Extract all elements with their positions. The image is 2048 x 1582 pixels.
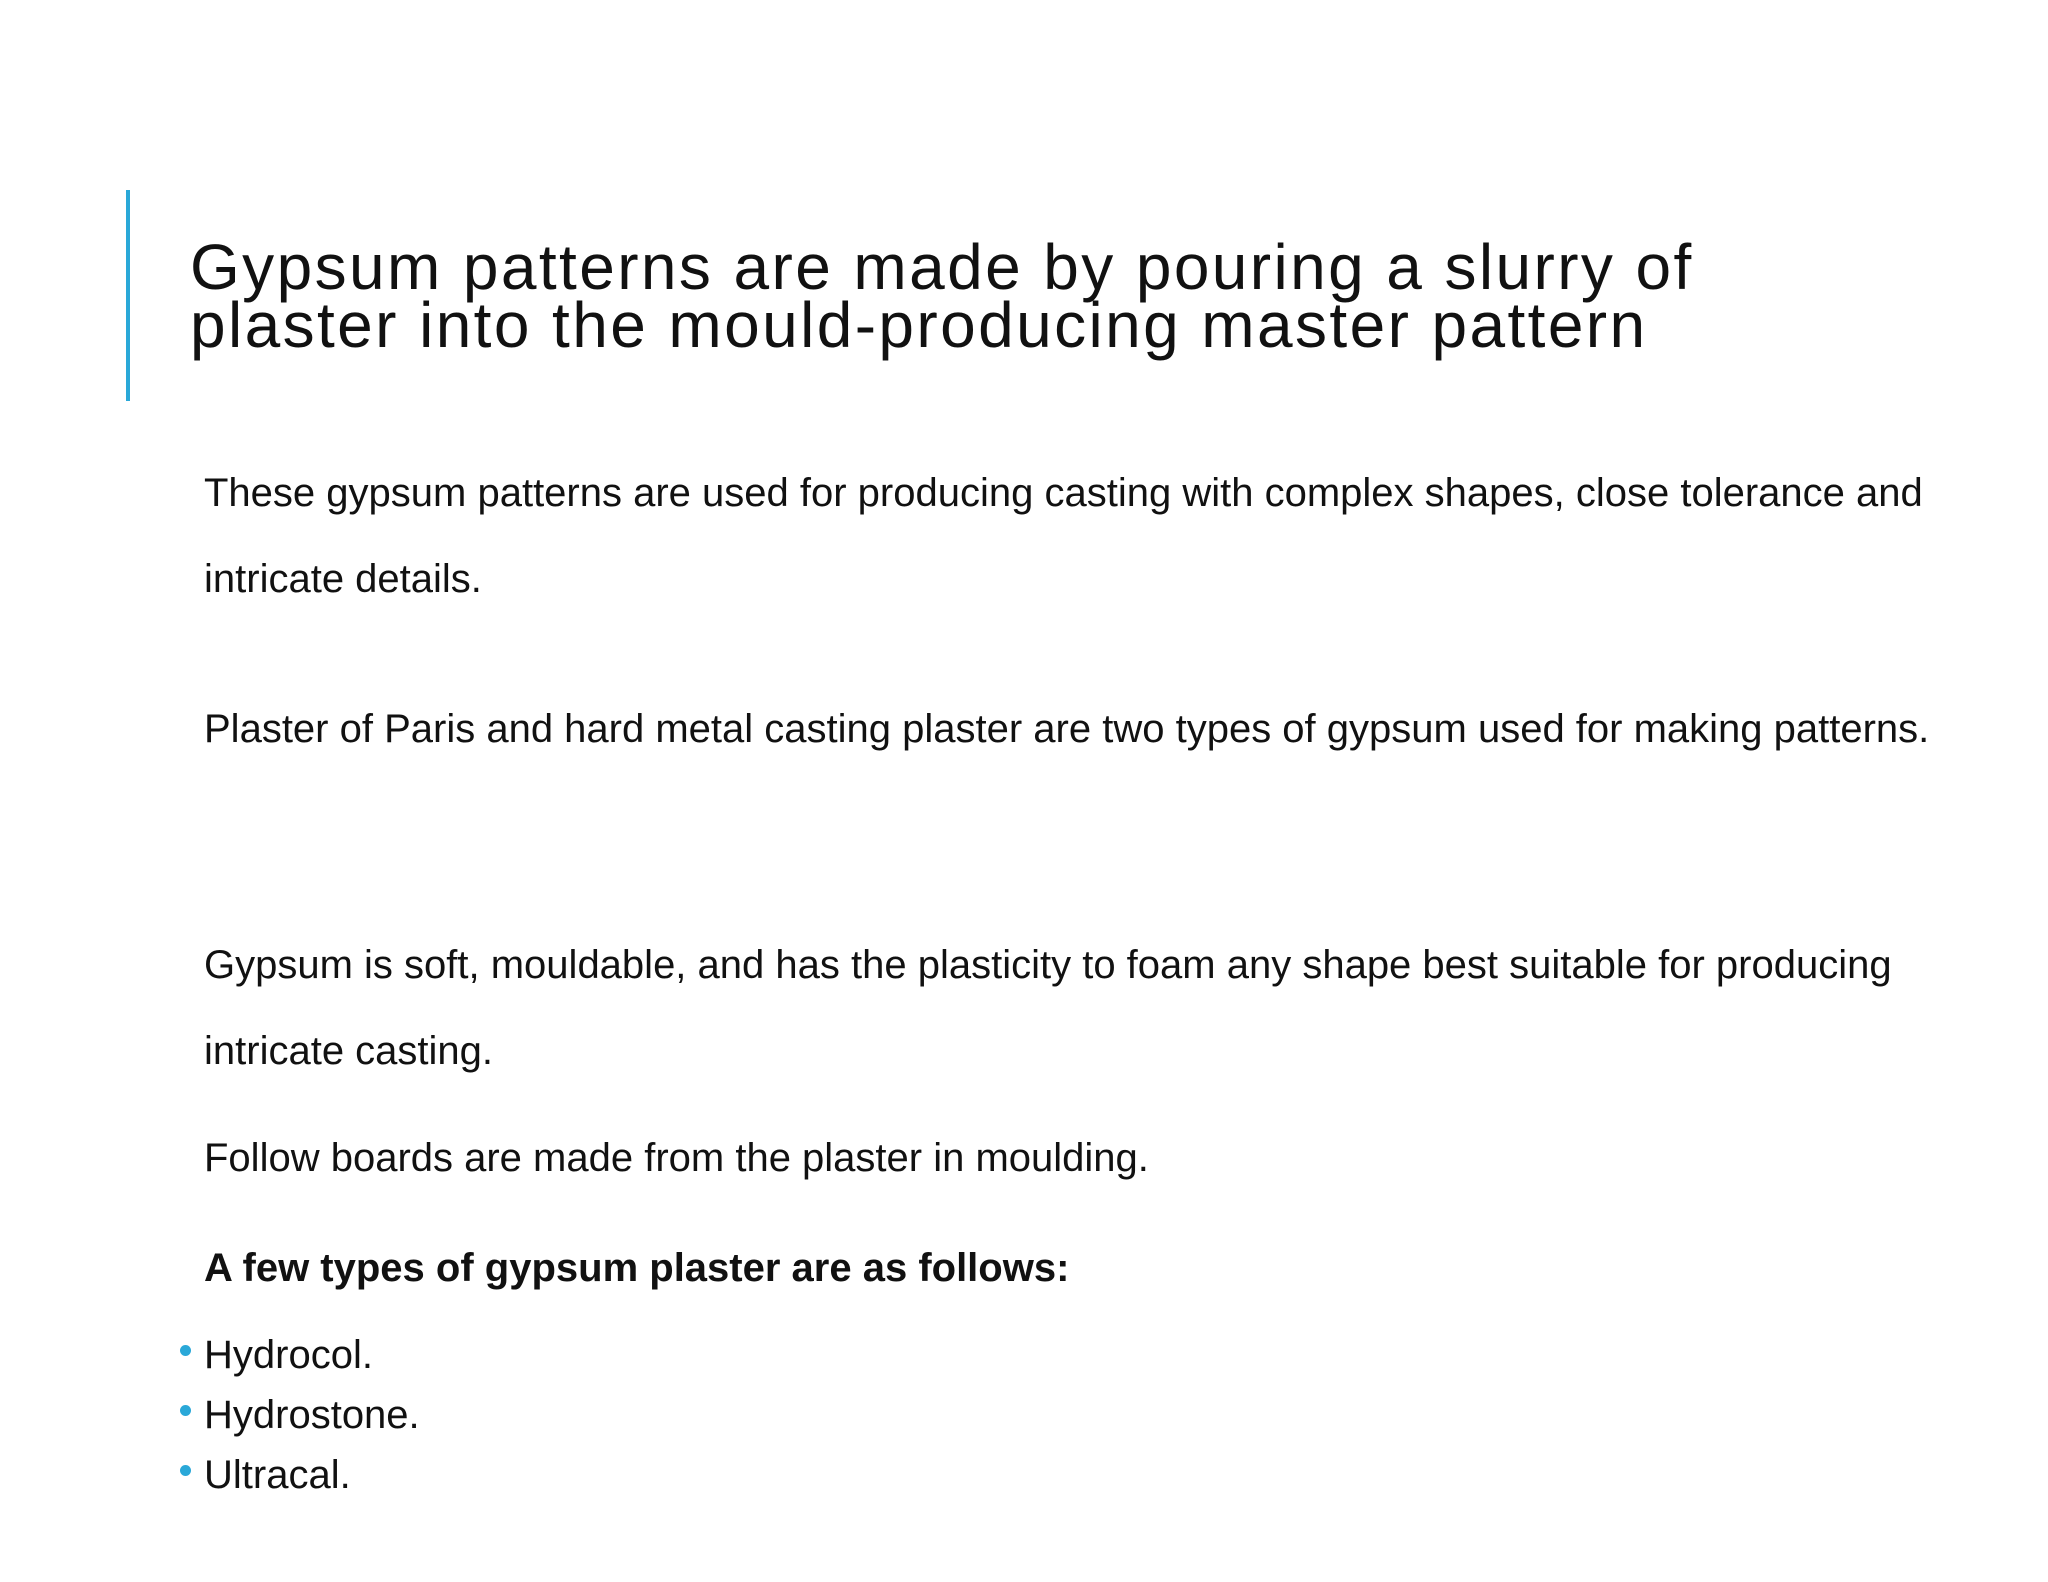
list-item [180, 1385, 420, 1445]
slide-title [190, 231, 1970, 361]
list-item-label: Hydrostone. [204, 1393, 420, 1437]
list-heading: A few types of gypsum plaster are as follows: [204, 1246, 1070, 1290]
title-accent-bar [126, 190, 130, 401]
paragraph-gypsum-types: Plaster of Paris and hard metal casting plaster are two types of gypsum used for making patterns. [204, 707, 1930, 751]
paragraph-follow-boards: Follow boards are made from the plaster in moulding. [204, 1136, 1149, 1180]
bullet-dot-icon [180, 1465, 191, 1476]
bullet-dot-icon [180, 1345, 191, 1356]
slide-title-line-2: plaster into the mould-producing master pattern [190, 289, 1648, 361]
paragraph-gypsum-properties: Gypsum is soft, mouldable, and has the plasticity to foam any shape best suitable for producing intricate casting. [204, 943, 1892, 1073]
list-item [180, 1325, 420, 1385]
bullet-dot-icon [180, 1405, 191, 1416]
paragraph-gypsum-uses: These gypsum patterns are used for producing casting with complex shapes, close tolerance and intricate details. [204, 471, 1923, 601]
list-item-label: Hydrocol. [204, 1333, 373, 1377]
slide-title-line-1: Gypsum patterns are made by pouring a slurry of [190, 231, 1694, 303]
list-item [180, 1445, 420, 1505]
list-item-label: Ultracal. [204, 1453, 351, 1497]
gypsum-types-list [180, 1325, 420, 1505]
